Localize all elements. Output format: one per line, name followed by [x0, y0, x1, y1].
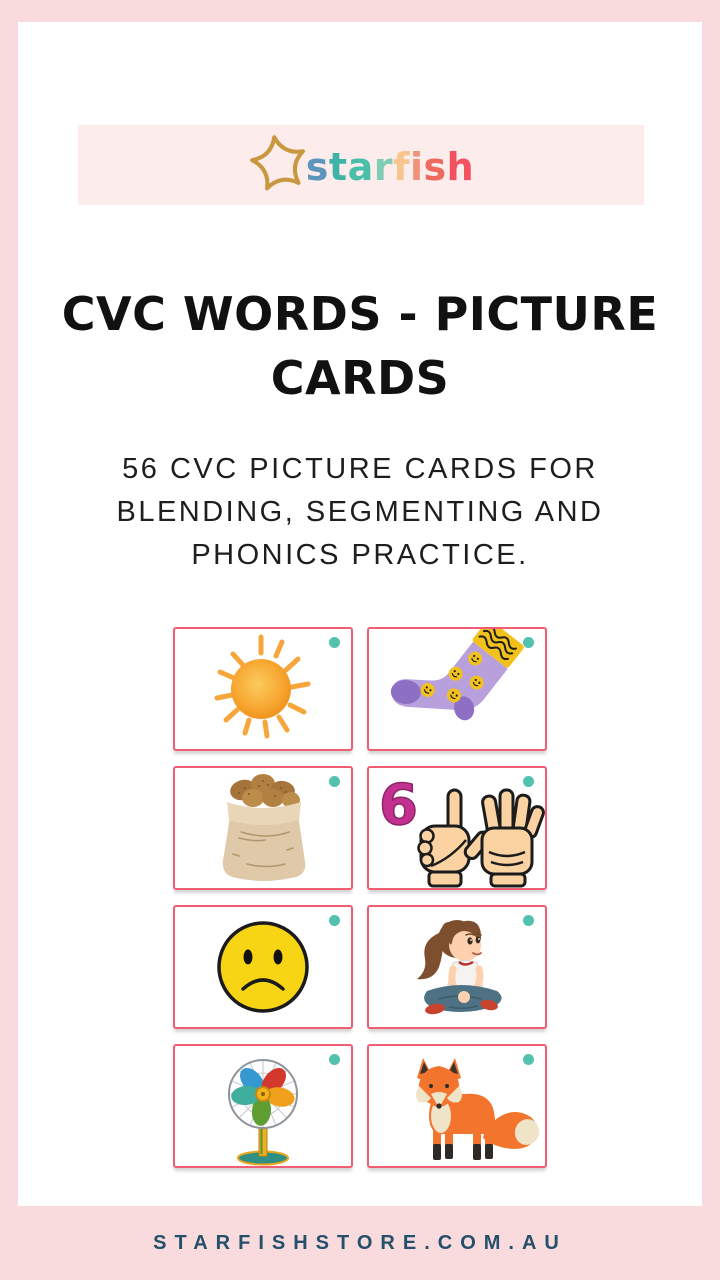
picture-card-sack — [173, 766, 353, 890]
brand-letter: i — [410, 145, 424, 189]
sack-illustration — [175, 768, 351, 888]
card-dot — [523, 776, 534, 787]
fan-illustration — [175, 1046, 351, 1166]
sun-illustration — [175, 629, 351, 749]
title-line-1: CVC WORDS - PICTURE — [61, 287, 659, 341]
picture-card-grid — [173, 627, 547, 1168]
brand-letter: a — [347, 145, 374, 189]
logo-banner — [78, 125, 644, 205]
title-line-2: CARDS — [270, 351, 450, 405]
picture-card-sad — [173, 905, 353, 1029]
card-dot — [523, 1054, 534, 1065]
brand-letter: s — [423, 145, 447, 189]
picture-card-sock — [367, 627, 547, 751]
brand-letter: h — [446, 145, 475, 189]
sitting-girl-illustration — [369, 907, 545, 1027]
store-url: STARFISHSTORE.COM.AU — [153, 1231, 567, 1254]
sock-illustration — [369, 629, 545, 749]
card-dot — [523, 637, 534, 648]
svg-text:6: 6 — [379, 773, 418, 838]
page-subtitle — [18, 448, 702, 577]
subtitle-line-1: 56 CVC PICTURE CARDS FOR — [122, 453, 598, 485]
sad-face-illustration — [175, 907, 351, 1027]
brand-letter: s — [305, 145, 329, 189]
subtitle-line-3: PHONICS PRACTICE. — [191, 539, 529, 571]
card-dot — [329, 915, 340, 926]
picture-card-fan — [173, 1044, 353, 1168]
picture-card-sun — [173, 627, 353, 751]
card-dot — [329, 637, 340, 648]
picture-card-sit — [367, 905, 547, 1029]
subtitle-line-2: BLENDING, SEGMENTING AND — [116, 496, 604, 528]
card-dot — [329, 1054, 340, 1065]
content-panel — [18, 22, 702, 1206]
starfish-icon — [248, 130, 310, 196]
page-title — [18, 282, 702, 410]
six-illustration — [369, 768, 545, 888]
picture-card-fox — [367, 1044, 547, 1168]
brand-letter: t — [328, 145, 348, 189]
footer-strip — [0, 1206, 720, 1280]
fox-illustration — [369, 1046, 545, 1166]
card-dot — [523, 915, 534, 926]
picture-card-six — [367, 766, 547, 890]
brand-letter: f — [392, 145, 411, 189]
brand-wordmark — [305, 144, 475, 189]
card-dot — [329, 776, 340, 787]
brand-letter: r — [373, 145, 393, 189]
